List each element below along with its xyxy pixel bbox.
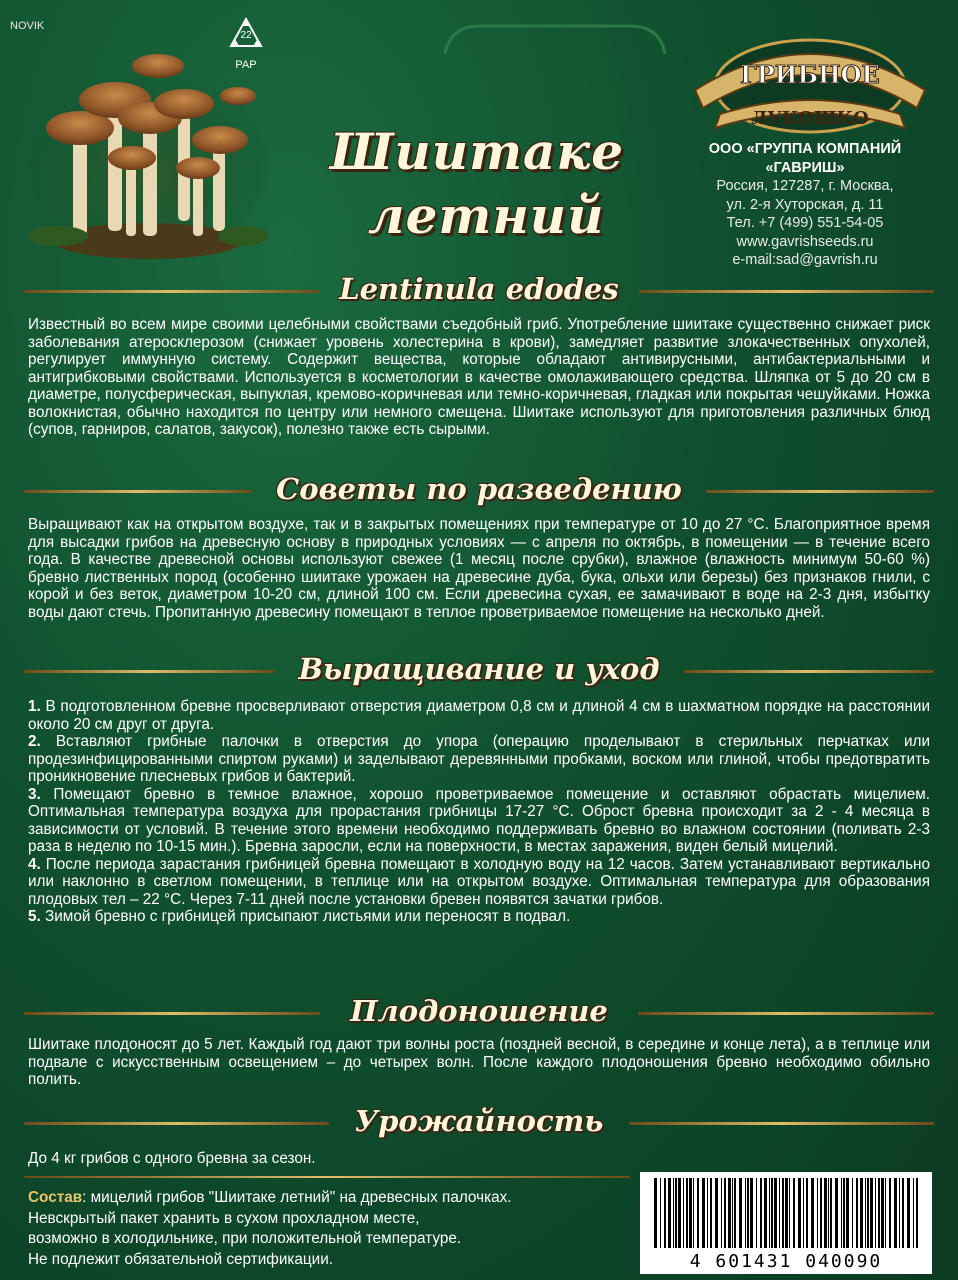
section-heading-breeding	[0, 472, 958, 512]
yield-text: До 4 кг грибов с одного бревна за сезон.	[28, 1150, 316, 1167]
barcode-bar	[860, 1178, 863, 1248]
composition-text: : мицелий грибов "Шиитаке летний" на древесных палочках.	[82, 1189, 512, 1206]
brand-line2: ЛУКОШКО	[751, 108, 869, 129]
barcode-bar	[789, 1178, 790, 1248]
barcode-bar	[867, 1178, 869, 1248]
barcode-bar	[828, 1178, 829, 1248]
product-title-line1: Шиитаке	[330, 122, 625, 181]
care-step: 2. Вставляют грибные палочки в отверстия до упора (операцию проделывают в стерильных перчатках или продезинфицированными спиртом руками) и заделывают деревянными пробками, воском или глиной, чтобы предотвратить проникновение плесневых грибов и бактерий.	[28, 733, 930, 785]
barcode-bar	[806, 1178, 808, 1248]
recycle-code: PAP	[235, 59, 257, 71]
barcode-bar	[756, 1178, 757, 1248]
barcode-bar	[689, 1178, 692, 1248]
mushroom-photo	[28, 36, 268, 260]
barcode-bar	[707, 1178, 708, 1248]
barcode-bar	[916, 1178, 918, 1248]
recycle-number: 22	[240, 30, 252, 41]
footer-info	[28, 1188, 648, 1270]
barcode-bar	[771, 1178, 773, 1248]
barcode-bar	[739, 1178, 742, 1248]
barcode-bar	[824, 1178, 827, 1248]
storage-line1: Невскрытый пакет хранить в сухом прохладном месте,	[28, 1209, 420, 1227]
storage-line2: возможно в холодильнике, при положительной температуре.	[28, 1230, 462, 1247]
barcode-bar	[697, 1178, 699, 1248]
barcode-bar	[675, 1178, 677, 1248]
barcode-bar	[654, 1178, 657, 1248]
barcode-bar	[747, 1178, 749, 1248]
brand-logo	[685, 28, 935, 138]
barcode-bar	[899, 1178, 900, 1248]
company-name-line2: «ГАВРИШ»	[765, 159, 845, 176]
care-step: 4. После периода зарастания грибницей бревна помещают в холодную воду на 12 часов. Затем устанавливают вертикально или наклонно в светлом помещении, в теплице или на открытом воздухе. Оптимальная температура для образования плодовых тел – 22 °С. Через 7-11 дней после установки бревен появятся зачатки грибов.	[28, 855, 930, 908]
barcode-bar	[870, 1178, 873, 1248]
breeding-text: Выращивают как на открытом воздухе, так и в закрытых помещениях при температуре от 10 до 27 °С. Благоприятное время для высадки грибов на древесную основу в природных условиях — с апреля по октябрь, в помещении — в течение всего года. В качестве древесной основы используют свежее (1 месяц после срубки), влажное (влажность минимум 50-60 %) бревно лиственных пород (особенно шиитаке урожаен на древесине дуба, бука, ольхи или березы) без признаков гнили, с корой и без веток, диаметром 10-20 см, длиной 100 см. Если древесина сухая, ее замачивают в воде на 2-3 дня, избытку воды дают стечь. Пропитанную древесину помещают в теплое проветриваемое помещение на несколько дней.	[28, 516, 930, 621]
barcode-bar	[830, 1178, 832, 1248]
section-heading-yield	[0, 1104, 958, 1144]
latin-name: Lentinula edodes	[339, 272, 619, 306]
barcode-bar	[724, 1178, 726, 1248]
barcode-bar	[673, 1178, 674, 1248]
barcode-bar	[820, 1178, 822, 1248]
barcode-bar	[760, 1178, 762, 1248]
barcode-bar	[875, 1178, 876, 1248]
barcode-bar	[686, 1178, 688, 1248]
intro-text: Известный во всем мире своими целебными свойствами съедобный гриб. Употребление шиитаке существенно снижает риск заболевания атеросклерозом (снижает уровень холестерина в крови), замедляет развитие злокачественных опухолей, регулирует иммунную систему. Содержит вещества, которые обладают антивирусными, антибактериальными и антигрибковыми свойствами. Используется в косметологии в качестве омолаживающего средства. Шляпка от 5 до 20 см в диаметре, полусферическая, выпуклая, кремово-коричневая или темно-коричневая, гладкая или покрытая чешуйками. Ножка волокнистая, обычно находится по центру или немного смещена. Шиитаке используют для приготовления различных блюд (супов, гарниров, салатов, закусок), полезно также есть сырыми.	[28, 316, 930, 438]
barcode-bar	[894, 1178, 897, 1248]
barcode-bar	[764, 1178, 767, 1248]
barcode-bar	[721, 1178, 722, 1248]
barcode-bars	[640, 1172, 932, 1252]
section-heading-care	[0, 652, 958, 692]
barcode-bar	[732, 1178, 733, 1248]
barcode-bar	[902, 1178, 904, 1248]
section-title-care: Выращивание и уход	[298, 652, 660, 686]
barcode-bar	[885, 1178, 886, 1248]
care-step: 3. Помещают бревно в темное влажное, хорошо проветриваемое помещение и оставляют обрастать мицелием. Оптимальная температура воздуха для прорастания грибницы 17-27 °С. Оброст бревна происходит за 2 - 4 месяца в зависимости от условий. В течение этого времени необходимо поддерживать бревно во влажном состоянии (поливать 2-3 раза в неделю по 10-15 мин.). Бревна заросли, если на поверхности, в местах заражения, виден белый мицелий.	[28, 785, 930, 855]
company-email: e-mail:sad@gavrish.ru	[732, 252, 878, 268]
barcode-bar	[710, 1178, 712, 1248]
fruiting-text: Шиитаке плодоносят до 5 лет. Каждый год дают три волны роста (поздней весной, в середине и конце лета), а в теплице или подвале с искусственным освещением – до четырех волн. После каждого плодоношения бревно необходимо обильно полить.	[28, 1036, 930, 1088]
barcode-bar	[693, 1178, 694, 1248]
barcode-bar	[843, 1178, 845, 1248]
barcode-bar	[811, 1178, 814, 1248]
barcode-bar	[856, 1178, 858, 1248]
company-phone: Тел. +7 (499) 551-54-05	[726, 215, 884, 231]
composition	[28, 1188, 648, 1209]
latin-name-heading	[0, 272, 958, 312]
company-website: www.gavrishseeds.ru	[736, 233, 874, 250]
barcode-bar	[664, 1178, 666, 1248]
barcode-bar	[878, 1178, 880, 1248]
section-heading-fruiting	[0, 994, 958, 1034]
barcode-bar	[817, 1178, 818, 1248]
barcode-bar	[774, 1178, 777, 1248]
company-address-line1: Россия, 127287, г. Москва,	[716, 178, 894, 194]
barcode-bar	[750, 1178, 753, 1248]
barcode-bar	[668, 1178, 671, 1248]
section-title-breeding: Советы по разведению	[276, 472, 682, 506]
barcode-bar	[769, 1178, 770, 1248]
barcode-bar	[734, 1178, 736, 1248]
care-steps	[28, 698, 930, 926]
barcode-bar	[779, 1178, 780, 1248]
barcode-bar	[841, 1178, 842, 1248]
barcode-bar	[803, 1178, 804, 1248]
barcode-bar	[782, 1178, 784, 1248]
barcode-bar	[913, 1178, 914, 1248]
barcode-bar	[785, 1178, 788, 1248]
barcode-bar	[702, 1178, 705, 1248]
barcode-digits: 4 601431 040090	[689, 1251, 883, 1272]
barcode-bar	[852, 1178, 853, 1248]
barcode-bar	[715, 1178, 718, 1248]
barcode	[640, 1172, 932, 1274]
barcode-bar	[881, 1178, 884, 1248]
barcode-bar	[660, 1178, 661, 1248]
barcode-bar	[907, 1178, 910, 1248]
care-step: 5. Зимой бревно с грибницей присыпают листьями или переносят в подвал.	[28, 908, 571, 925]
hang-tab-shape	[440, 24, 670, 54]
care-step: 1. В подготовленном бревне просверливают отверстия диаметром 0,8 см и длиной 4 см в шахматном порядке на расстоянии около 20 см друг от друга.	[28, 698, 930, 733]
product-title-line2: летний	[368, 186, 605, 245]
footer-rule	[24, 1176, 630, 1178]
barcode-bar	[683, 1178, 684, 1248]
barcode-bar	[793, 1178, 795, 1248]
barcode-bar	[846, 1178, 849, 1248]
barcode-bar	[865, 1178, 866, 1248]
company-name-line1: ООО «ГРУППА КОМПАНИЙ	[708, 141, 902, 157]
brand-line1: ГРИБНОЕ	[740, 60, 880, 89]
barcode-bar	[835, 1178, 838, 1248]
composition-label: Состав	[28, 1189, 83, 1206]
maker-tag: NOVIK	[10, 20, 45, 32]
section-title-fruiting: Плодоношение	[350, 994, 608, 1028]
section-title-yield: Урожайность	[354, 1104, 604, 1138]
company-info	[660, 140, 950, 270]
barcode-bar	[678, 1178, 681, 1248]
barcode-bar	[798, 1178, 801, 1248]
barcode-bar	[728, 1178, 731, 1248]
certification-note: Не подлежит обязательной сертификации.	[28, 1250, 334, 1268]
barcode-bar	[889, 1178, 891, 1248]
company-address-line2: ул. 2-я Хуторская, д. 11	[726, 196, 884, 213]
barcode-bar	[745, 1178, 746, 1248]
